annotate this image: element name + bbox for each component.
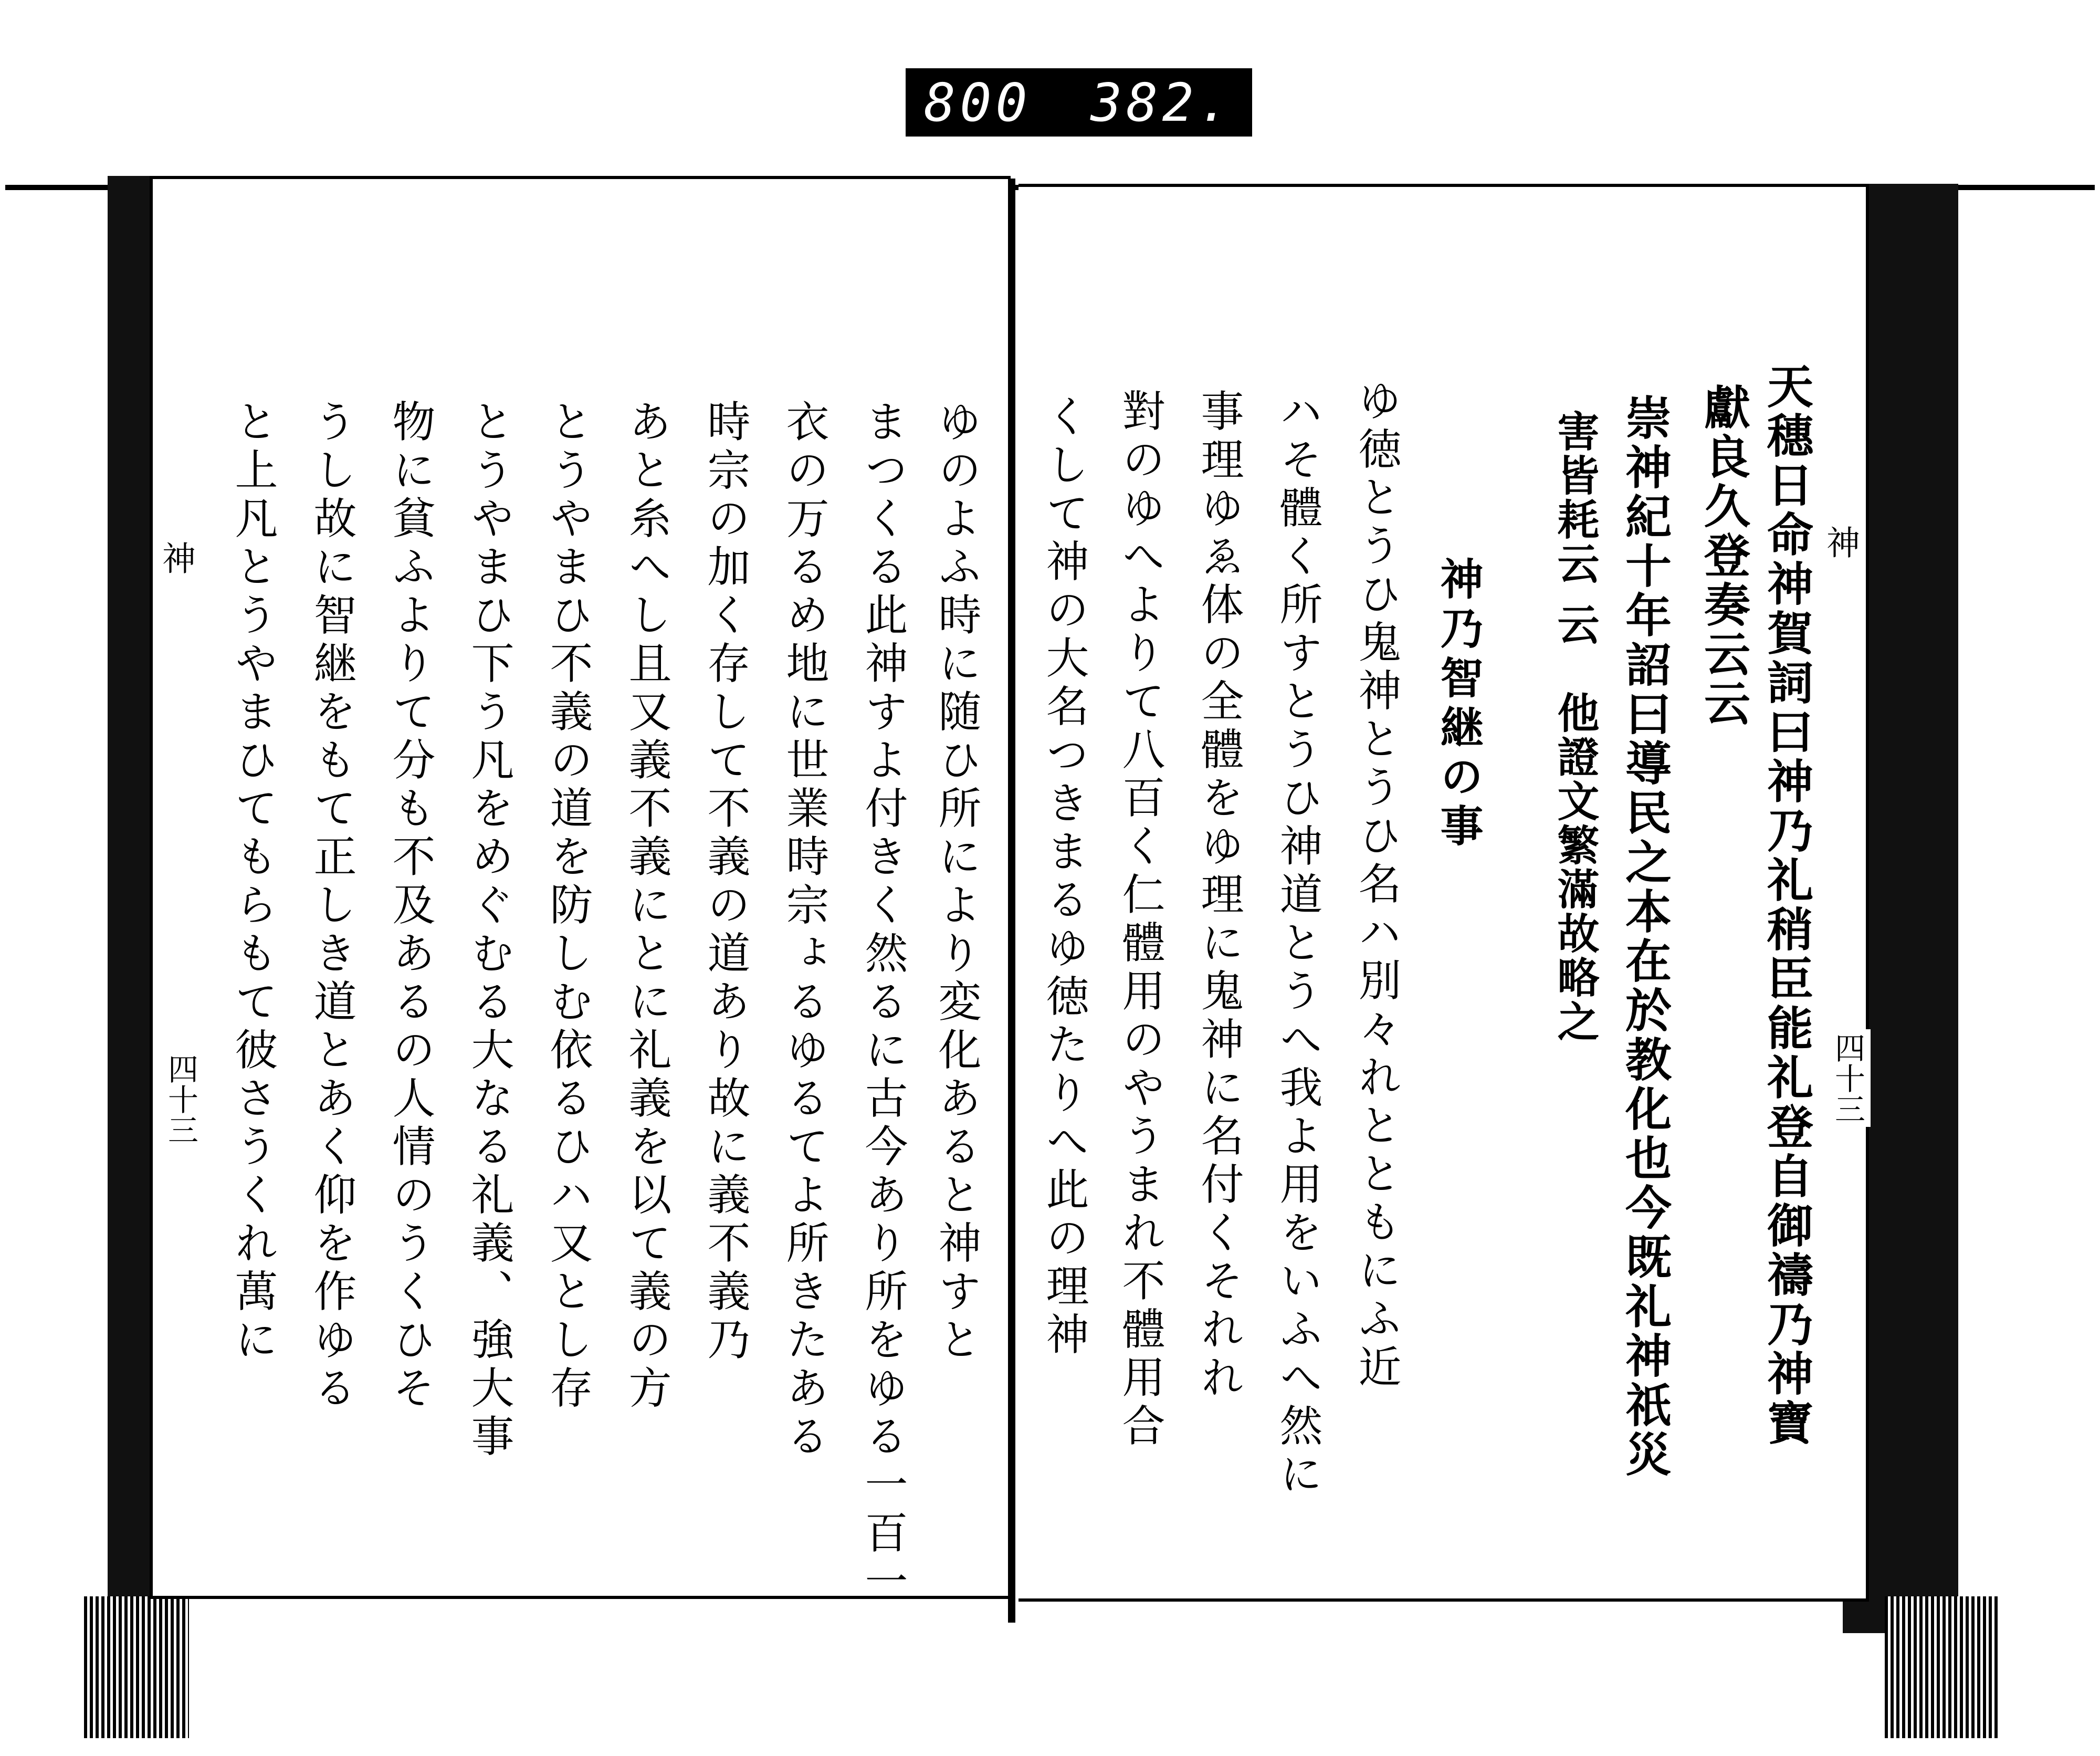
left-text-column-8: 物に貧ふよりて分も不及あるの人情のうくひそ [385, 399, 435, 1414]
kanbun-column-3: 崇神紀十年詔曰導民之本在於教化也今既礼神祇災 [1618, 394, 1673, 1480]
left-text-column-5: あと糸へし且又義不義にとに礼義を以て義の方 [622, 399, 671, 1414]
left-text-column-3: 衣の万るめ地に世業時宗ょるゆるてよ所きたある [779, 399, 829, 1462]
left-text-column-7: とうやまひ下う凡をめぐむる大なる礼義、強大事 [464, 399, 514, 1462]
right-page-header: 神 [1821, 525, 1860, 559]
right-text-column-1: ゆ徳とうひ鬼神とうひ名ハ別々れとともにふ近 [1351, 378, 1401, 1393]
frame-counter-right: 382. [1090, 71, 1234, 133]
left-text-column-6: とうやまひ不義の道を防しむ依るひハ又とし存 [543, 399, 593, 1414]
left-page-fringe [84, 1596, 189, 1738]
right-text-column-3: 事理ゆゑ体の全體をゆ理に鬼神に名付くそれれ [1194, 389, 1244, 1403]
frame-counter-left: 800 [924, 71, 1032, 133]
right-text-column-4: 對のゆへよりて八百く仁體用のやうまれ不體用合 [1115, 389, 1165, 1451]
left-text-column-10: と上凡とうやまひてもらもて彼さうくれ萬に [228, 399, 278, 1365]
left-text-column-9: うし故に智継をもて正しき道とあく仰を作ゆる [307, 399, 356, 1414]
right-page-fringe [1885, 1596, 2000, 1738]
left-page-number: 四十三 [158, 1050, 204, 1148]
gutter [1008, 179, 1015, 1623]
right-text-column-5: くして神の大名つきまるゆ徳たりへ此の理神 [1039, 394, 1089, 1360]
kanbun-column-2: 獻良久登奏云云 [1697, 383, 1751, 729]
left-text-column-2: まつくる此神すよ付きく然るに古今あり所をゆる一百一 [858, 399, 908, 1607]
right-text-column-2: ハそ體く所すとうひ神道とうへ我よ用をいふへ然に [1273, 389, 1322, 1500]
right-page-number: 四十三 [1824, 1029, 1871, 1127]
kanbun-column-4: 害皆耗云 云 他證文繁滿故略之 [1550, 410, 1600, 1044]
left-text-column-1: ゆのよふ時に随ひ所により変化あると神すと [931, 399, 981, 1365]
section-title: 神乃智継の事 [1433, 557, 1484, 853]
frame-counter [906, 68, 1252, 137]
kanbun-column-1: 天穗日命神賀詞曰神乃礼稍臣能礼登自御禱乃神寶 [1760, 362, 1814, 1448]
left-text-column-4: 時宗の加く存して不義の道あり故に義不義乃 [700, 399, 750, 1365]
left-page-header: 神 [156, 541, 195, 574]
